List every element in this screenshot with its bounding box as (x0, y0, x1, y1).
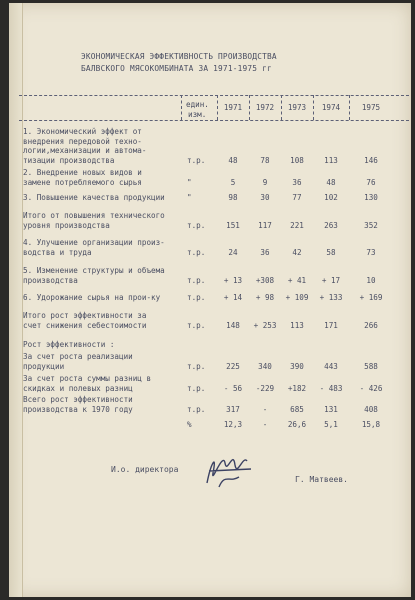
row-value: + 169 (359, 293, 383, 302)
row-value: - 483 (319, 383, 343, 393)
row-label: скидках и полевых разниц (23, 383, 133, 393)
row-value: 130 (364, 193, 378, 202)
row-value: 58 (326, 247, 336, 257)
row-label: водства и труда (23, 247, 92, 257)
row-unit: т.р. (187, 320, 206, 330)
row-value: 5 (230, 177, 236, 187)
row-label: Итого рост эффективности за (23, 311, 147, 320)
row-value: 266 (364, 320, 378, 330)
row-value: 5,1 (324, 420, 338, 429)
row-value: 36 (292, 177, 302, 187)
row-value: 131 (324, 404, 338, 414)
row-unit: т.р. (187, 247, 206, 257)
row-value: 24 (228, 247, 238, 257)
row-label: Рост эффективности : (23, 340, 115, 349)
row-label: тизации производства (23, 155, 115, 165)
row-value: 30 (260, 193, 270, 202)
row-label: Итого от повышения технического (23, 211, 165, 220)
row-value: 146 (364, 155, 378, 165)
row-value: 340 (258, 361, 272, 371)
row-value: + 109 (285, 293, 309, 302)
title-line-1: ЭКОНОМИЧЕСКАЯ ЭФФЕКТИВНОСТЬ ПРОИЗВОДСТВА (81, 52, 277, 61)
row-value: 113 (324, 155, 338, 165)
row-value: 98 (228, 193, 238, 202)
row-value: 171 (324, 320, 338, 330)
header-top-rule (19, 95, 409, 96)
row-value: 9 (262, 177, 268, 187)
row-label: логии,механизации и автома- (23, 146, 147, 155)
row-value: + 133 (319, 293, 343, 302)
row-value: 78 (260, 155, 270, 165)
row-value: + 17 (321, 275, 341, 285)
row-label: производства к 1970 году (23, 404, 133, 414)
row-value: 15,8 (361, 420, 381, 429)
row-value: 151 (226, 220, 240, 230)
row-value: 113 (290, 320, 304, 330)
row-value: 443 (324, 361, 338, 371)
row-value: 685 (290, 404, 304, 414)
row-value: -229 (255, 383, 275, 393)
row-label: счет снижения себестоимости (23, 320, 147, 330)
row-value: 42 (292, 247, 302, 257)
row-unit: " (187, 193, 192, 202)
footer-role: И.о. директора (111, 465, 179, 474)
header-year: 1971 (223, 103, 243, 112)
row-value: + 14 (223, 293, 243, 302)
handwritten-signature (199, 443, 259, 493)
row-value: 263 (324, 220, 338, 230)
row-value: 10 (366, 275, 376, 285)
row-value: 221 (290, 220, 304, 230)
row-unit: т.р. (187, 404, 206, 414)
row-label: замене потребляемого сырья (23, 177, 142, 187)
row-value: + 13 (223, 275, 243, 285)
header-year: 1972 (255, 103, 275, 112)
row-value: 225 (226, 361, 240, 371)
row-value: 408 (364, 404, 378, 414)
document-sheet (9, 3, 411, 597)
row-value: - (262, 420, 268, 429)
row-value: + 41 (287, 275, 307, 285)
row-label: 3. Повышение качества продукции (23, 193, 165, 202)
row-label: производства (23, 275, 78, 285)
row-unit: т.р. (187, 220, 206, 230)
row-label: За счет роста суммы разниц в (23, 374, 152, 383)
header-year: 1975 (361, 103, 381, 112)
row-label: уровня производства (23, 220, 110, 230)
row-value: 76 (366, 177, 376, 187)
row-value: 26,6 (287, 420, 307, 429)
row-value: - 56 (223, 383, 243, 393)
row-value: 36 (260, 247, 270, 257)
row-value: - 426 (359, 383, 383, 393)
header-bottom-rule (19, 120, 409, 121)
row-value: 48 (228, 155, 238, 165)
row-unit: т.р. (187, 383, 206, 393)
row-unit: т.р. (187, 361, 206, 371)
row-label: продукции (23, 361, 65, 371)
row-value: - (262, 404, 268, 414)
row-value: 352 (364, 220, 378, 230)
row-label: 1. Экономический эффект от (23, 127, 142, 136)
header-unit: един. (186, 100, 209, 109)
row-unit: т.р. (187, 155, 206, 165)
row-label: 4. Улучшение организации произ- (23, 238, 165, 247)
header-divider (181, 95, 182, 120)
row-value: +308 (255, 275, 275, 285)
row-unit: " (187, 177, 192, 187)
row-value: 108 (290, 155, 304, 165)
row-value: 317 (226, 404, 240, 414)
row-unit: % (187, 420, 192, 429)
header-unit: изм. (188, 110, 207, 119)
footer-name: Г. Матвеев. (295, 475, 348, 484)
title-line-2: БАЛВСКОГО МЯСОКОМБИНАТА ЗА 1971-1975 гг (81, 64, 272, 73)
row-value: 117 (258, 220, 272, 230)
row-value: 12,3 (223, 420, 243, 429)
row-label: внедрения передовой техно- (23, 136, 142, 146)
row-value: 390 (290, 361, 304, 371)
row-label: 2. Внедрение новых видов и (23, 168, 142, 177)
row-label: 6. Удорожание сырья на прои-ку (23, 293, 161, 302)
row-value: 73 (366, 247, 376, 257)
row-unit: т.р. (187, 275, 206, 285)
row-unit: т.р. (187, 293, 206, 302)
header-year: 1973 (287, 103, 307, 112)
row-value: 77 (292, 193, 302, 202)
row-label: За счет роста реализации (23, 352, 133, 361)
row-value: 102 (324, 193, 338, 202)
row-value: +182 (287, 383, 307, 393)
row-value: + 253 (253, 320, 277, 330)
row-value: 148 (226, 320, 240, 330)
row-label: Всего рост эффективности (23, 395, 133, 404)
row-value: 588 (364, 361, 378, 371)
row-value: 48 (326, 177, 336, 187)
header-year: 1974 (321, 103, 341, 112)
row-value: + 98 (255, 293, 275, 302)
page-fold (9, 3, 23, 597)
row-label: 5. Изменение структуры и объема (23, 266, 165, 275)
